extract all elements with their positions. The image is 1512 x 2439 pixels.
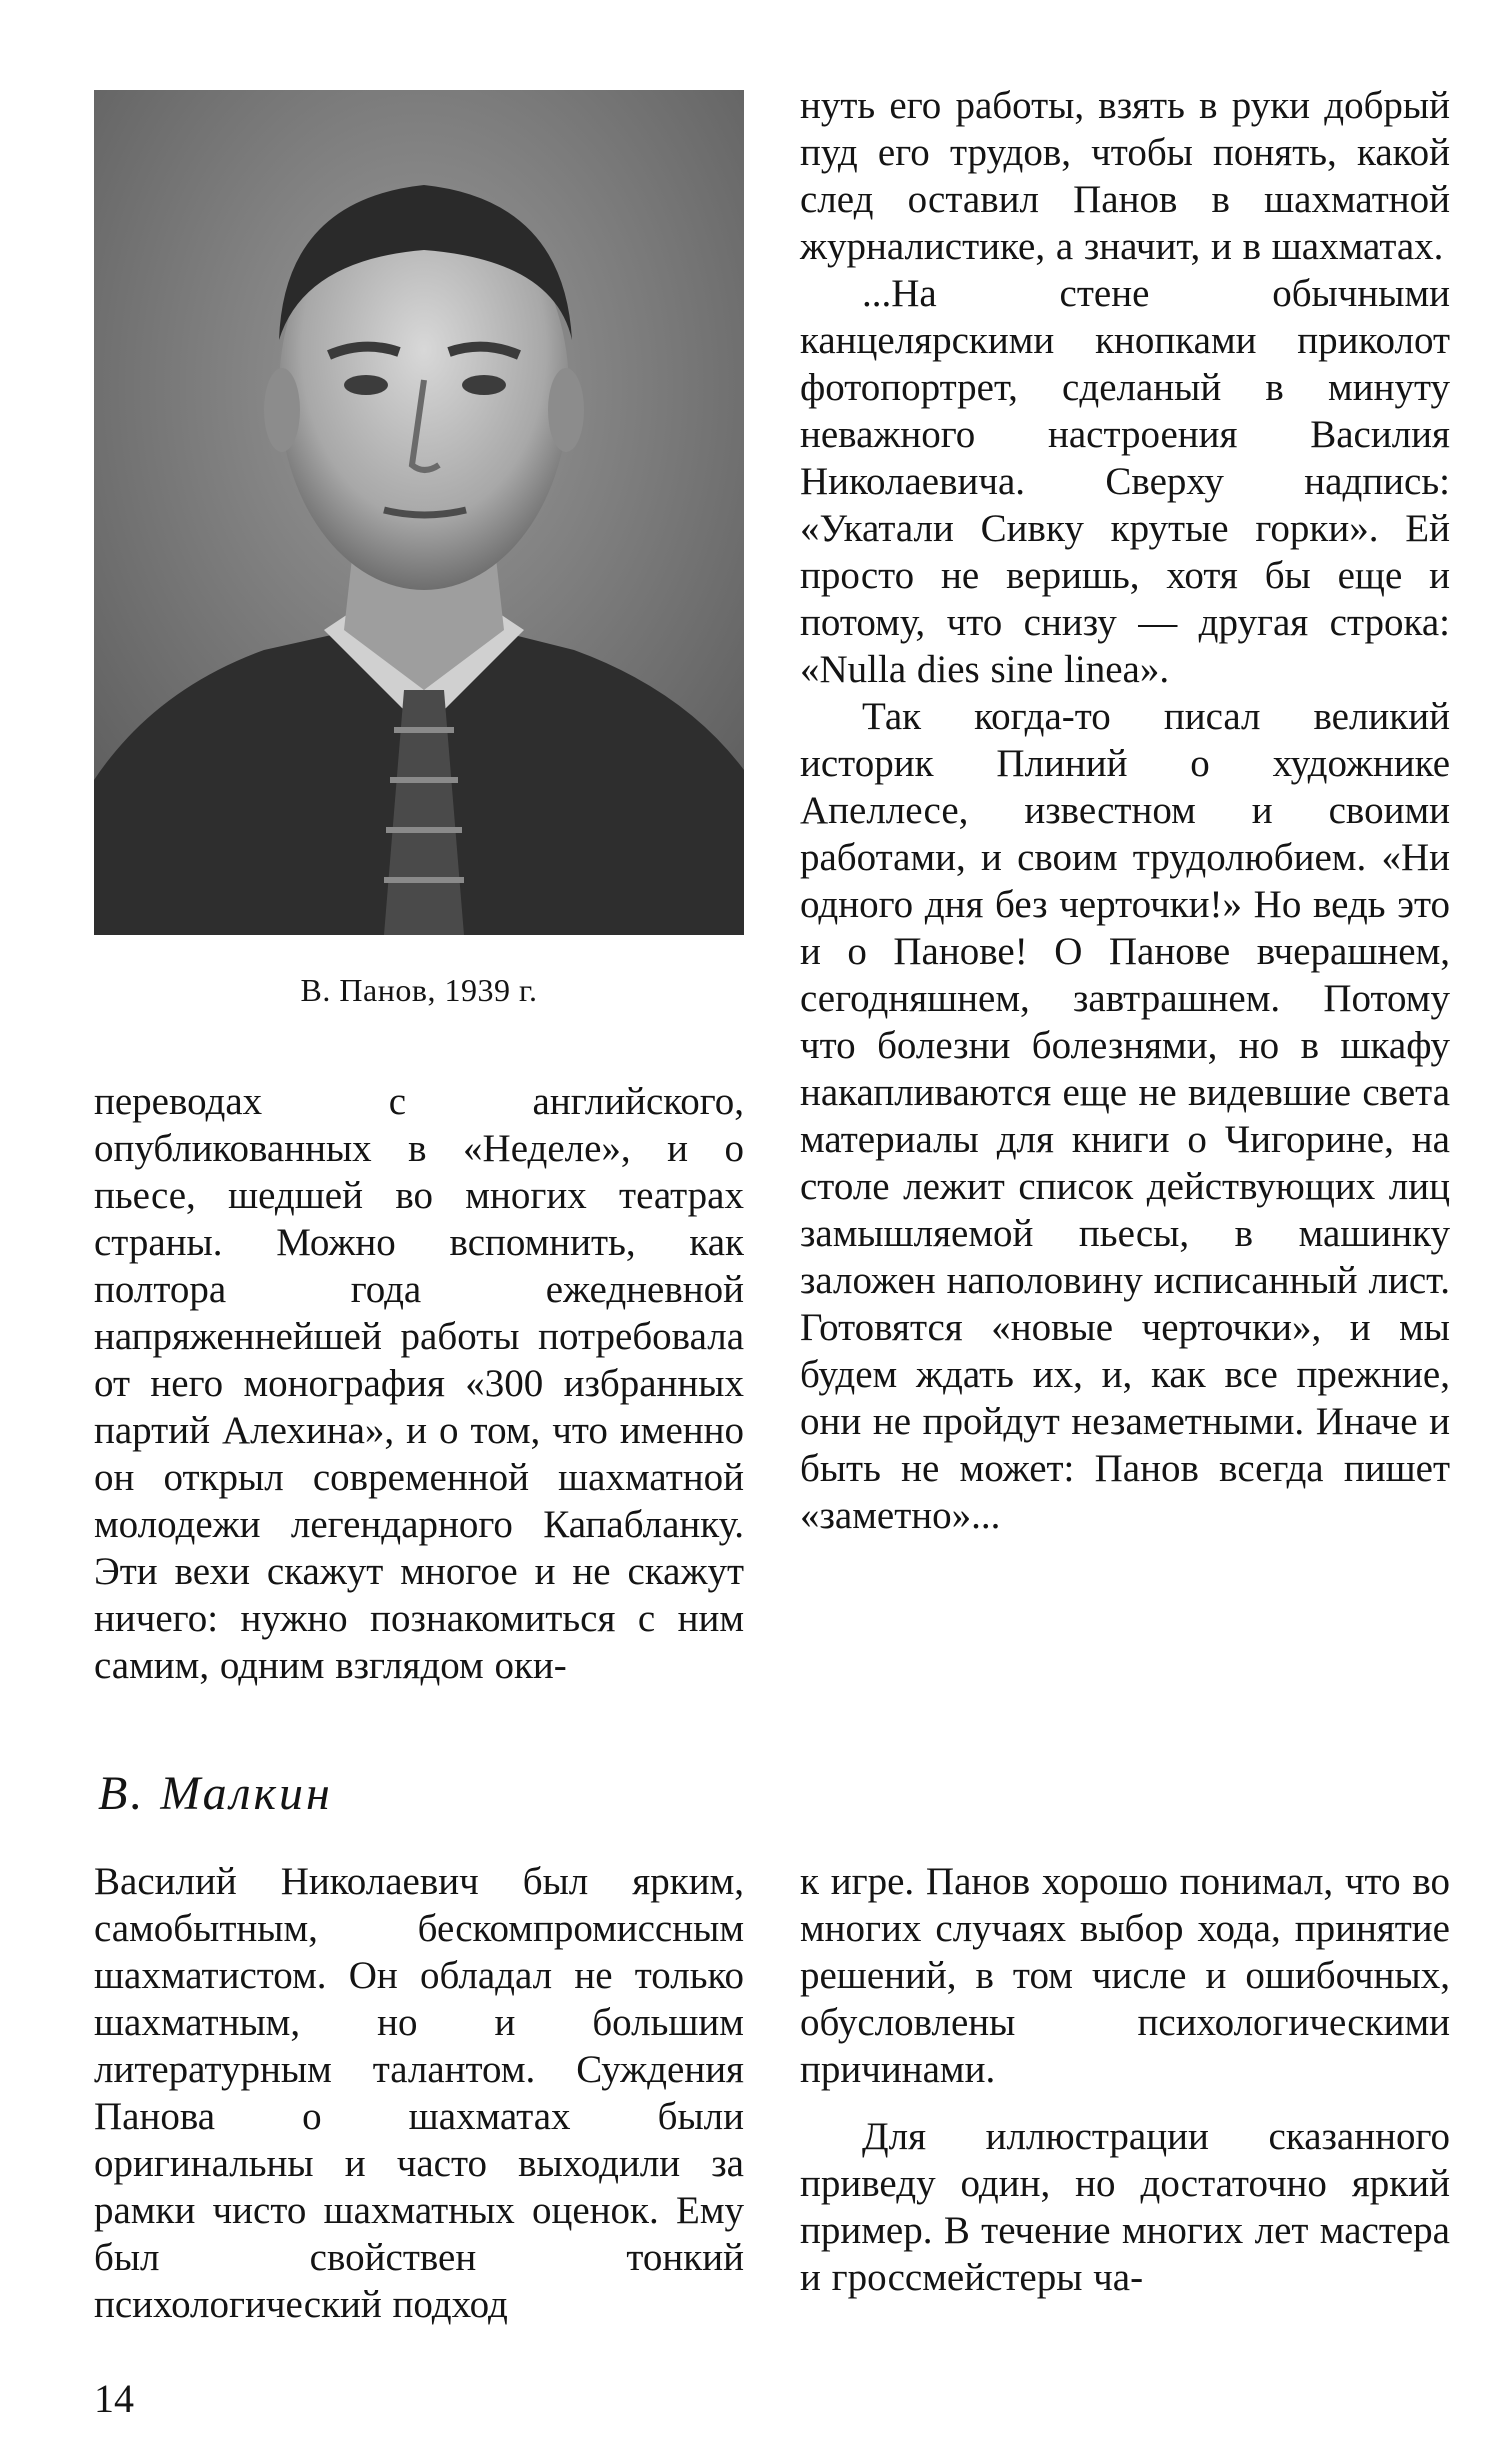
paragraph: Для иллюстрации сказанного приведу один, но достаточно яркий пример. В течение многих лет мастера и гроссмейстеры ча-	[800, 2115, 1450, 2299]
paragraph: к игре. Панов хорошо понимал, что во многих случаях выбор хода, принятие решений, в том числе и ошибочных, обусловлены психологическими причинами.	[800, 1860, 1450, 2091]
paragraph: нуть его работы, взять в руки добрый пуд его трудов, чтобы понять, какой след оставил Панов в шахматной журналистике, а значит, и в шахматах.	[800, 84, 1450, 268]
page-number: 14	[94, 2376, 134, 2421]
portrait-image	[94, 90, 744, 935]
section-left-column	[94, 1858, 744, 2328]
article-right-column	[800, 82, 1450, 1539]
section-right-column	[800, 1858, 1450, 2301]
portrait-photo	[94, 90, 744, 935]
photo-caption: В. Панов, 1939 г.	[300, 972, 538, 1008]
paragraph: ...На стене обычными канцелярскими кнопками приколот фотопортрет, сделаный в минуту неважного настроения Василия Николаевича. Сверху надпись: «Укатали Сивку крутые горки». Ей просто не веришь, хотя бы еще и потому, что снизу — другая строка: «Nulla dies sine linea».	[800, 272, 1450, 691]
paragraph: переводах с английского, опубликованных в «Неделе», и о пьесе, шедшей во многих театрах страны. Можно вспомнить, как полтора года ежедневной напряженнейшей работы потребовала от него монография «300 избранных партий Алехина», и о том, что именно он открыл современной шахматной молодежи легендарного Капабланку. Эти вехи скажут многое и не скажут ничего: нужно познакомиться с ним самим, одним взглядом оки-	[94, 1080, 744, 1687]
article-left-column	[94, 1078, 744, 1689]
paragraph: Василий Николаевич был ярким, самобытным, бескомпромиссным шахматистом. Он обладал не только шахматным, но и большим литературным талантом. Суждения Панова о шахматах были оригинальны и часто выходили за рамки чисто шахматных оценок. Ему был свойствен тонкий психологический подход	[94, 1860, 744, 2326]
paragraph: Так когда-то писал великий историк Плиний о художнике Апеллесе, известном и своими работами, и своим трудолюбием. «Ни одного дня без черточки!» Но ведь это и о Панове! О Панове вчерашнем, сегодняшнем, завтрашнем. Потому что болезни болезнями, но в шкафу накапливаются еще не видевшие света материалы для книги о Чигорине, на столе лежит список действующих лиц замышляемой пьесы, в машинку заложен наполовину исписанный лист. Готовятся «новые черточки», и мы будем ждать их, и, как все прежние, они не пройдут незаметными. Иначе и быть не может: Панов всегда пишет «заметно»...	[800, 695, 1450, 1537]
author-heading: В. Малкин	[98, 1767, 333, 1820]
